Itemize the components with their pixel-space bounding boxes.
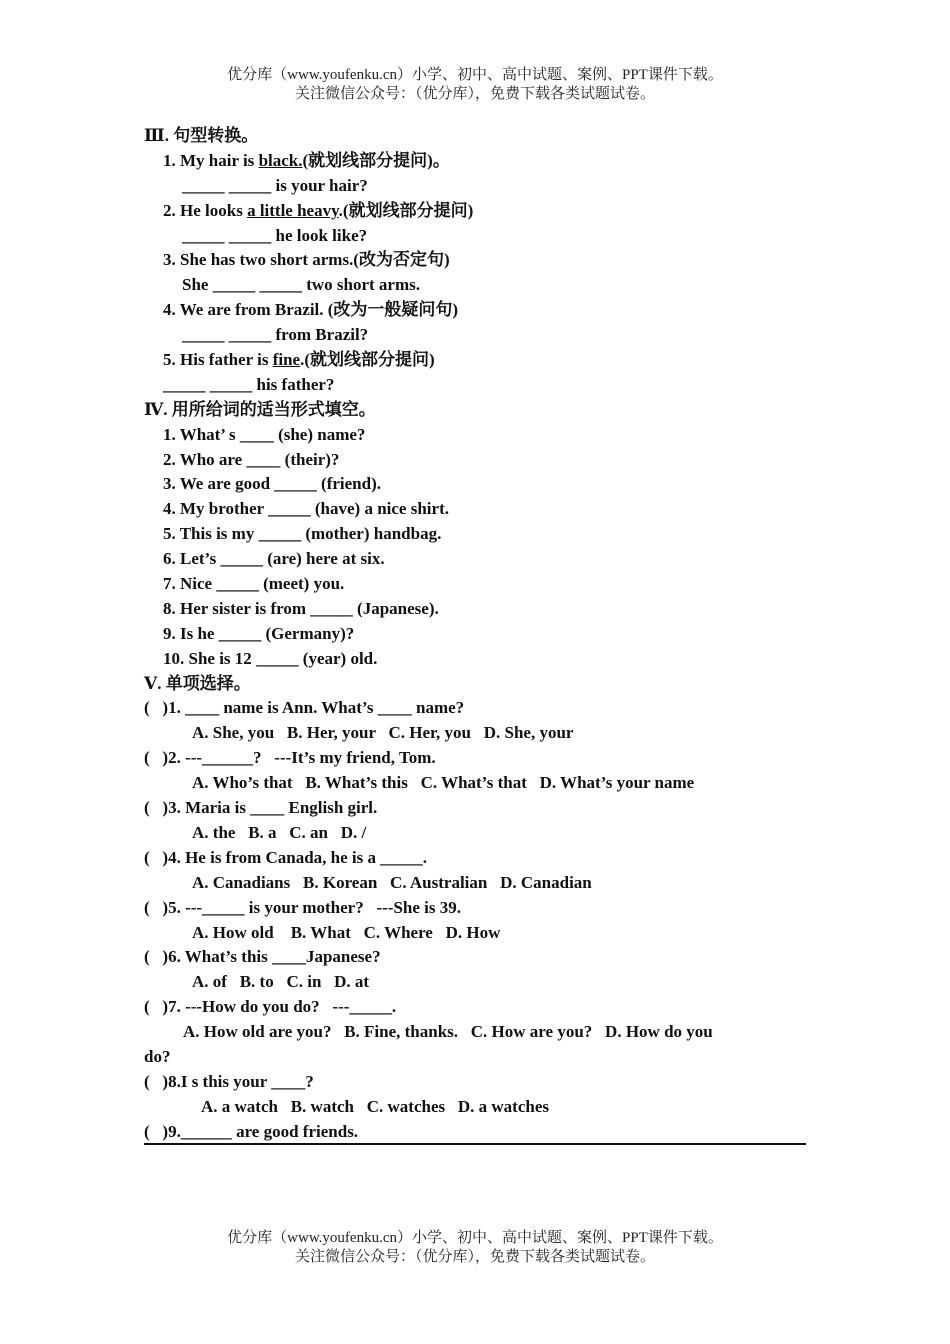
underlined-phrase: a little heavy [247,200,339,220]
s5-options-3: A. the B. a C. an D. / [192,822,367,842]
s5-options-6: A. of B. to C. in D. at [192,972,370,992]
s3-question-3: 3. She has two short arms.(改为否定句) [163,250,450,270]
section-4-title: Ⅳ. 用所给词的适当形式填空。 [144,399,376,419]
s5-question-5: ( )5. ---_____ is your mother? ---She is 39. [144,897,461,917]
s3-answer-2: _____ _____ he look like? [182,225,368,245]
s3-answer-3: She _____ _____ two short arms. [182,275,420,295]
s4-item: 3. We are good _____ (friend). [163,474,381,494]
s3-answer-4: _____ _____ from Brazil? [182,325,369,345]
section-3-title: Ⅲ. 句型转换。 [144,126,259,145]
s5-options-5: A. How old B. What C. Where D. How [192,922,501,942]
section-5-title: Ⅴ. 单项选择。 [144,673,251,693]
s4-item: 7. Nice _____ (meet) you. [163,574,345,594]
s5-question-2: ( )2. ---______? ---It’s my friend, Tom. [144,748,436,768]
s4-item: 9. Is he _____ (Germany)? [163,623,355,643]
page-header [0,66,950,104]
s5-options-7-cont: do? [144,1046,171,1066]
s3-answer-1: _____ _____ is your hair? [182,175,368,195]
s5-options-1: A. She, you B. Her, your C. Her, you D. She, your [192,723,574,743]
s3-question-4: 4. We are from Brazil. (改为一般疑问句) [163,300,459,320]
s4-item: 4. My brother _____ (have) a nice shirt. [163,499,449,519]
s5-question-7: ( )7. ---How do you do? ---_____. [144,997,397,1017]
s3-answer-5: _____ _____ his father? [163,374,335,394]
worksheet-content [144,124,806,1145]
s5-question-9: ( )9.______ are good friends. [144,1120,806,1145]
s5-question-1: ( )1. ____ name is Ann. What’s ____ name? [144,698,465,718]
s5-question-6: ( )6. What’s this ____Japanese? [144,947,381,967]
s3-question-1: 1. My hair is black.(就划线部分提问)。 [163,150,450,170]
underlined-word: black. [258,150,303,170]
footer-line-2: 关注微信公众号：（优分库），免费下载各类试题试卷。 [294,1249,655,1265]
s5-question-8: ( )8.I s this your ____? [144,1071,314,1091]
s4-item: 5. This is my _____ (mother) handbag. [163,524,442,544]
s3-question-5: 5. His father is fine.(就划线部分提问) [163,350,435,370]
footer-line-1: 优分库（www.youfenku.cn）小学、初中、高中试题、案例、PPT课件下载。 [227,1230,723,1246]
underlined-word: fine [272,350,301,370]
s3-question-2: 2. He looks a little heavy.(就划线部分提问) [163,200,474,220]
s4-item: 1. What’ s ____ (she) name? [163,424,366,444]
header-line-2: 关注微信公众号：（优分库），免费下载各类试题试卷。 [294,86,655,102]
s4-item: 10. She is 12 _____ (year) old. [163,648,378,668]
s4-item: 2. Who are ____ (their)? [163,449,340,469]
s5-options-8: A. a watch B. watch C. watches D. a watches [201,1096,549,1116]
s5-options-4: A. Canadians B. Korean C. Australian D. Canadian [192,872,592,892]
page-footer [0,1229,950,1267]
s5-options-7: A. How old are you? B. Fine, thanks. C. How are you? D. How do you [183,1022,713,1042]
s5-question-3: ( )3. Maria is ____ English girl. [144,798,378,818]
s5-options-2: A. Who’s that B. What’s this C. What’s that D. What’s your name [192,773,695,793]
s5-question-4: ( )4. He is from Canada, he is a _____. [144,847,428,867]
header-line-1: 优分库（www.youfenku.cn）小学、初中、高中试题、案例、PPT课件下载。 [227,67,723,83]
s4-item: 8. Her sister is from _____ (Japanese). [163,598,439,618]
s4-item: 6. Let’s _____ (are) here at six. [163,549,385,569]
